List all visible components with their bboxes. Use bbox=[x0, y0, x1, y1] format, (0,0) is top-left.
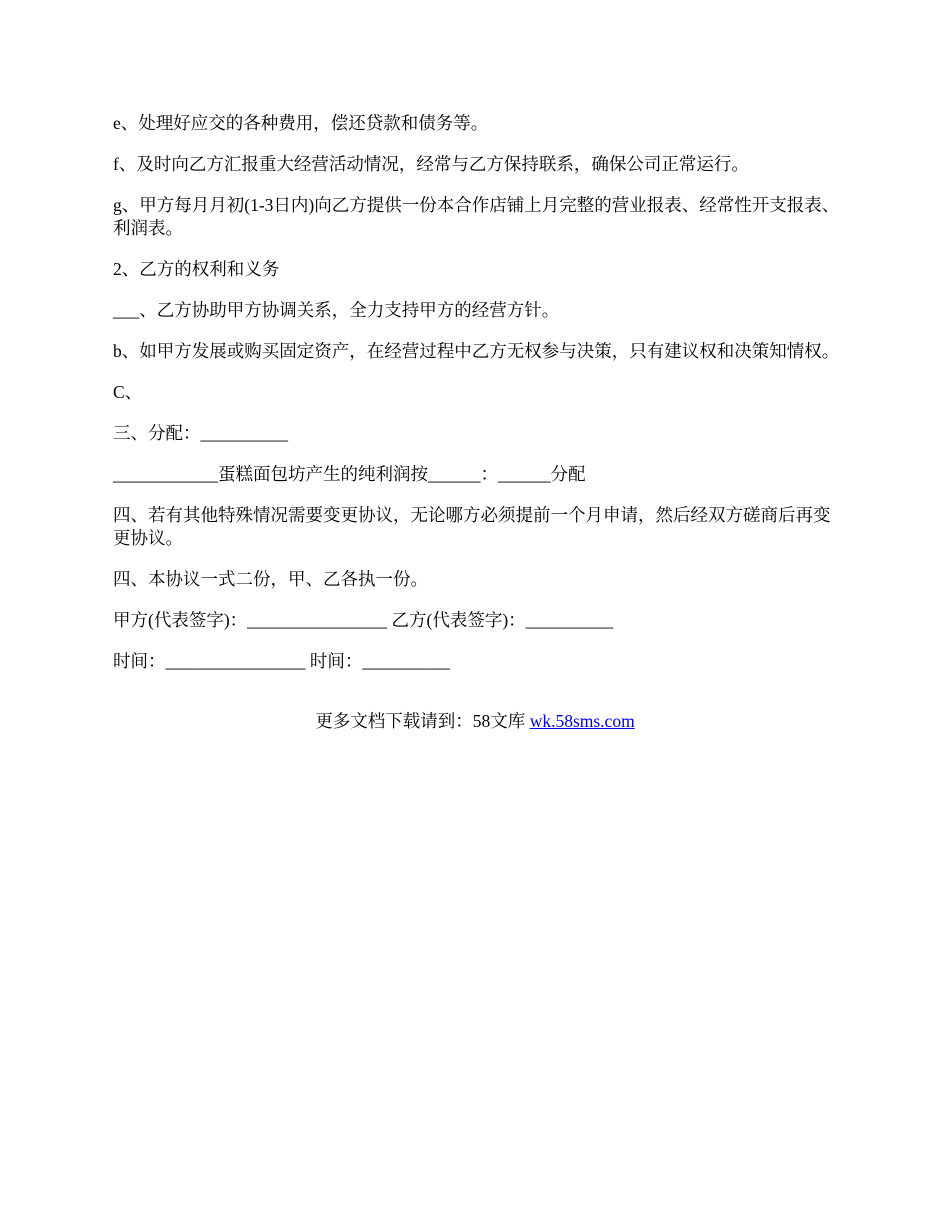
section-heading-party-b-rights: 2、乙方的权利和义务 bbox=[113, 259, 280, 279]
paragraph-item-c: C、 bbox=[113, 382, 143, 402]
paragraph-fixed-assets: b、如甲方发展或购买固定资产，在经营过程中乙方无权参与决策，只有建议权和决策知情权。 bbox=[113, 341, 840, 361]
date-line: 时间：________________ 时间：__________ bbox=[113, 651, 450, 671]
signature-line: 甲方(代表签字)：________________ 乙方(代表签字)：__________ bbox=[113, 610, 614, 630]
paragraph-agreement-change: 四、若有其他特殊情况需要变更协议，无论哪方必须提前一个月申请，然后经双方磋商后再变更协议。 bbox=[113, 505, 831, 548]
paragraph-party-b-support: ___、乙方协助甲方协调关系，全力支持甲方的经营方针。 bbox=[113, 300, 560, 320]
paragraph-fee-payment: e、处理好应交的各种费用，偿还贷款和债务等。 bbox=[113, 113, 489, 133]
paragraph-profit-split: ____________蛋糕面包坊产生的纯利润按______：______分配 bbox=[113, 464, 586, 484]
document-body bbox=[113, 112, 843, 691]
paragraph-copies: 四、本协议一式二份，甲、乙各执一份。 bbox=[113, 569, 428, 589]
footer-prefix-text: 更多文档下载请到：58文库 bbox=[315, 711, 530, 731]
download-footer bbox=[0, 710, 950, 733]
footer-download-link[interactable]: wk.58sms.com bbox=[529, 711, 635, 731]
paragraph-report-operations: f、及时向乙方汇报重大经营活动情况，经常与乙方保持联系，确保公司正常运行。 bbox=[113, 154, 749, 174]
section-heading-distribution: 三、分配：__________ bbox=[113, 423, 288, 443]
paragraph-monthly-reports: g、甲方每月月初(1-3日内)向乙方提供一份本合作店铺上月完整的营业报表、经常性开支报表、利润表。 bbox=[113, 195, 840, 238]
